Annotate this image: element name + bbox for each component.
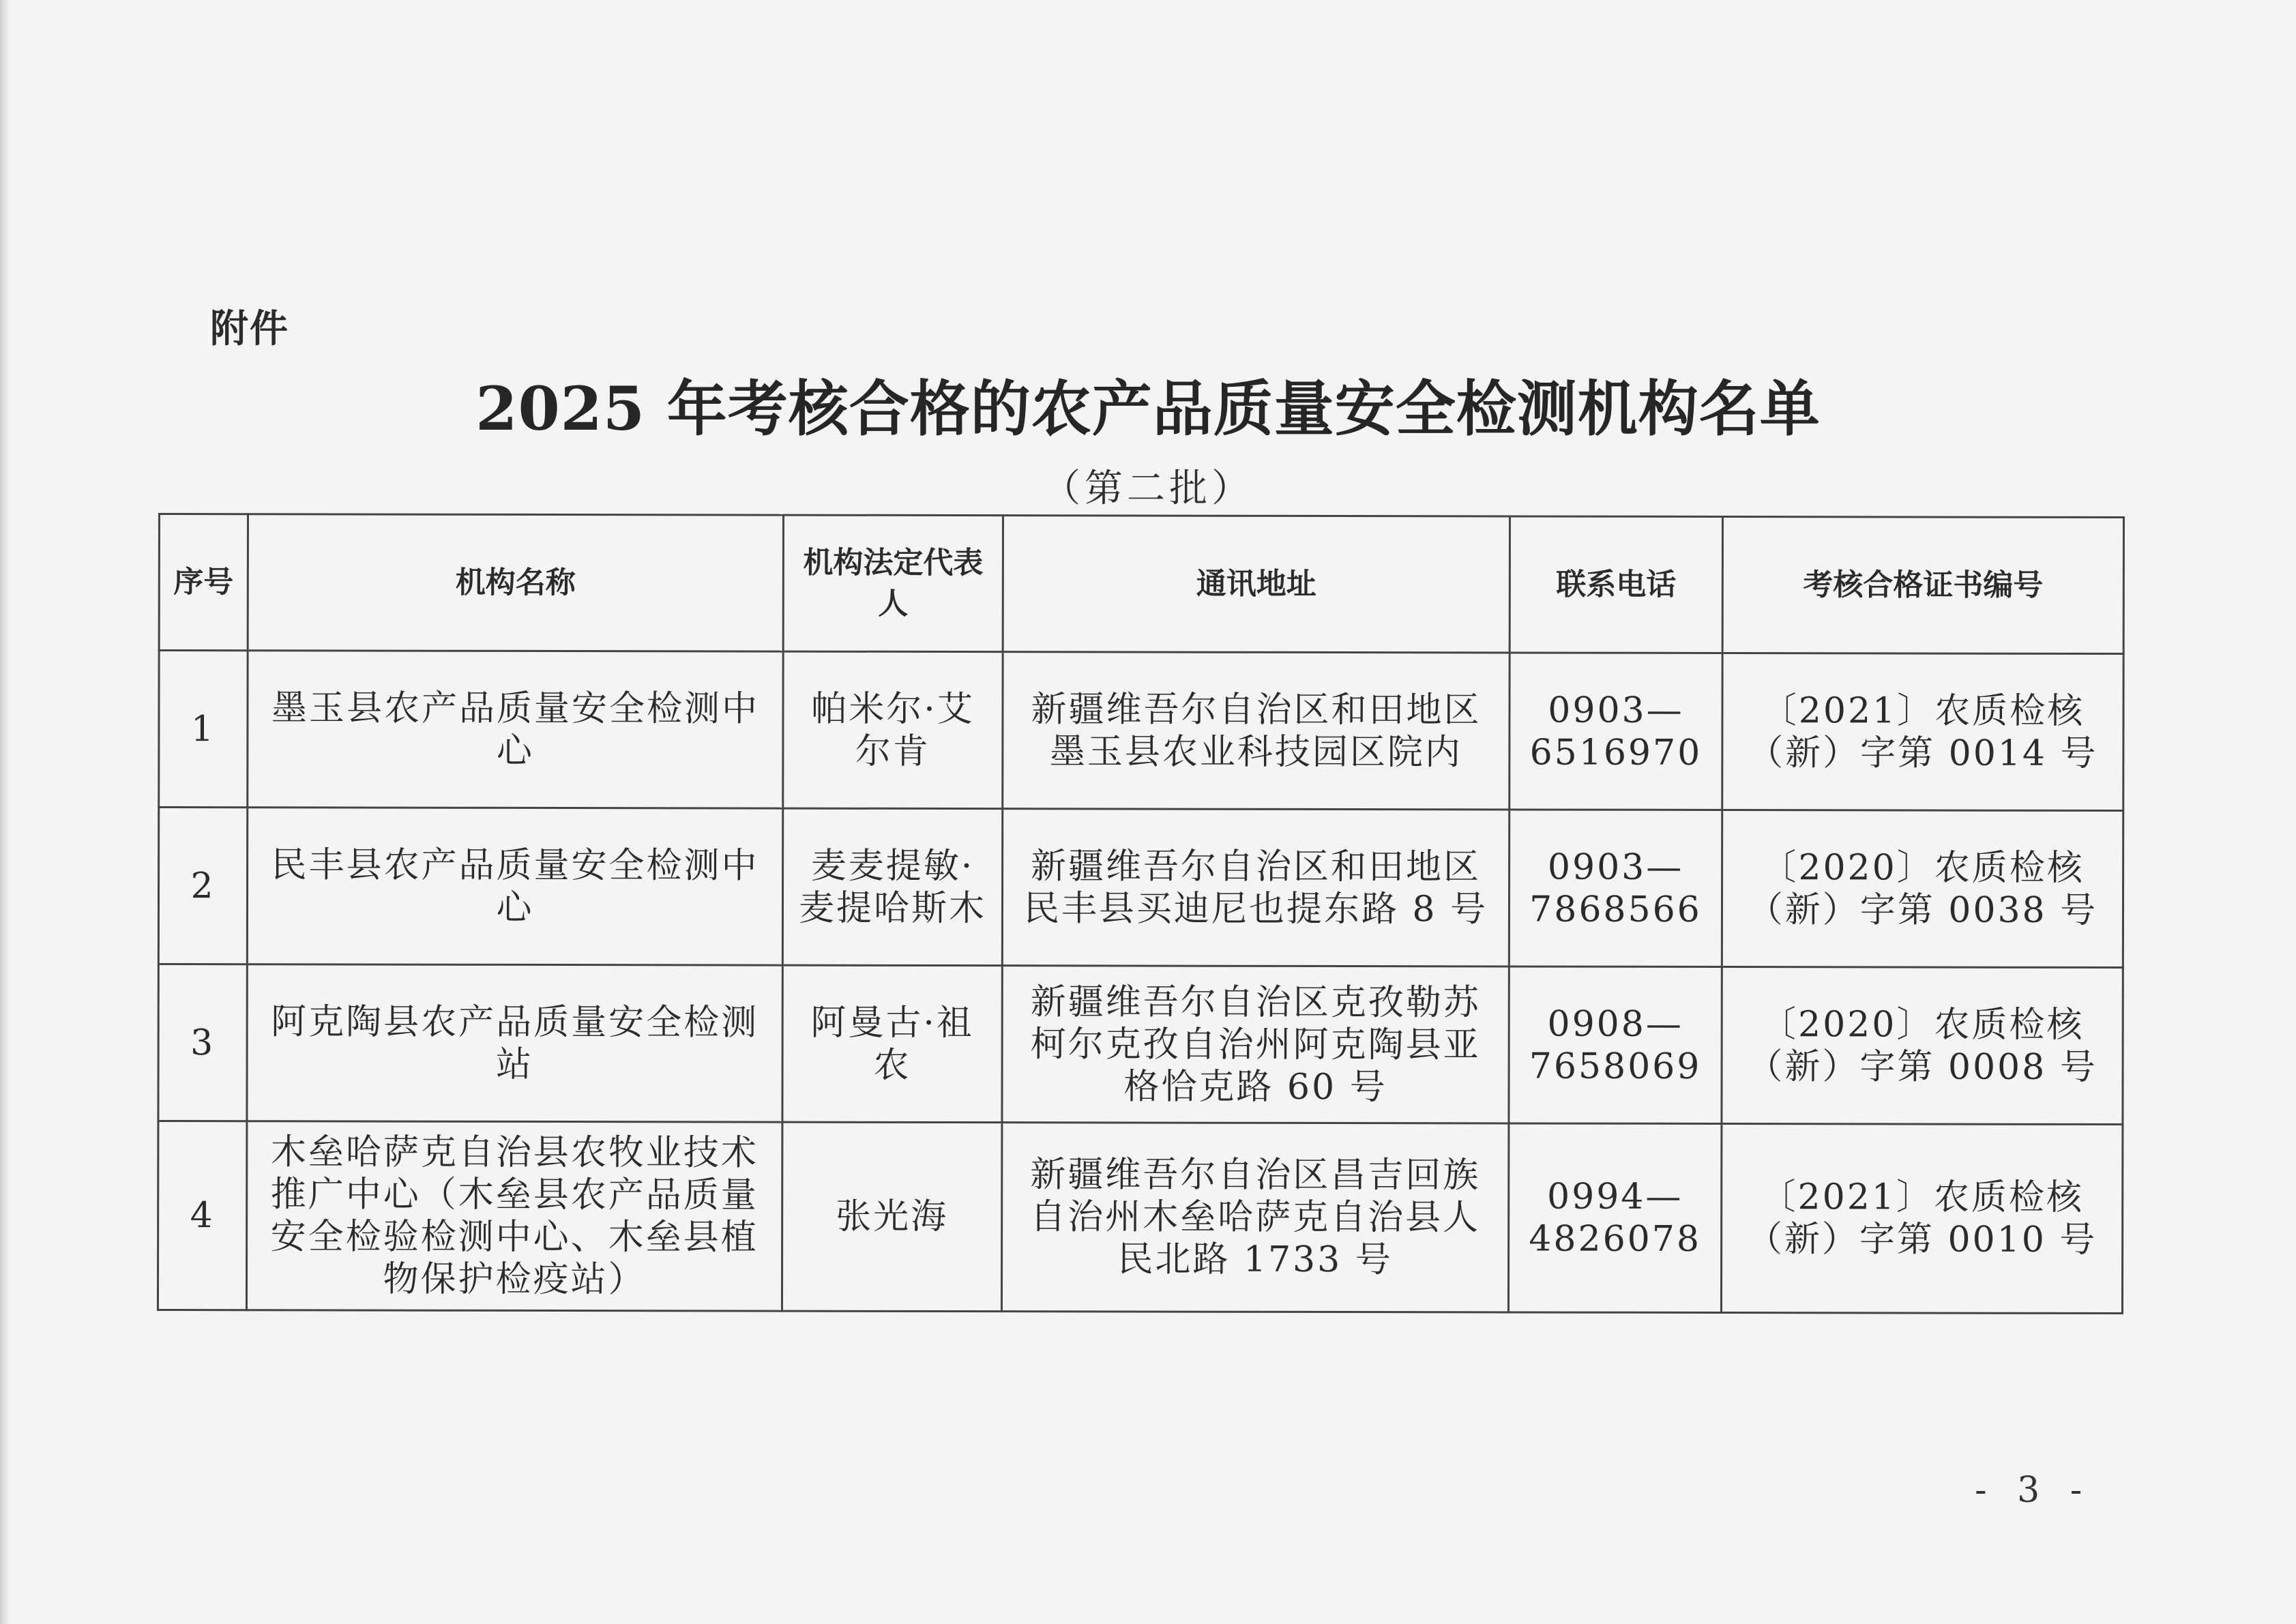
document-subtitle: （第二批） [1042, 467, 1254, 511]
certificate-number: 〔2020〕农质检核（新）字第 0038 号 [1722, 810, 2123, 968]
legal-representative: 阿曼古·祖农 [782, 965, 1002, 1123]
mailing-address: 新疆维吾尔自治区昌吉回族自治州木垒哈萨克自治县人民北路 1733 号 [1001, 1123, 1508, 1312]
contact-phone: 0908—7658069 [1509, 966, 1722, 1124]
header-legal-rep: 机构法定代表人 [783, 515, 1003, 652]
certificate-number: 〔2021〕农质检核（新）字第 0014 号 [1722, 653, 2123, 811]
table-row [159, 651, 2123, 811]
institution-table [157, 513, 2125, 1314]
row-index: 4 [158, 1121, 246, 1310]
legal-representative: 麦麦提敏·麦提哈斯木 [782, 808, 1002, 966]
contact-phone: 0994—4826078 [1508, 1123, 1721, 1313]
institution-name: 木垒哈萨克自治县农牧业技术推广中心（木垒县农产品质量安全检验检测中心、木垒县植物保护检疫站） [246, 1121, 782, 1311]
certificate-number: 〔2021〕农质检核（新）字第 0010 号 [1721, 1124, 2122, 1314]
header-name: 机构名称 [248, 514, 783, 651]
legal-representative: 张光海 [782, 1122, 1001, 1312]
document-title: 2025 年考核合格的农产品质量安全检测机构名单 [475, 373, 1821, 444]
row-index: 3 [158, 964, 247, 1121]
header-certificate: 考核合格证书编号 [1722, 517, 2123, 654]
contact-phone: 0903—6516970 [1510, 653, 1722, 810]
institution-name: 阿克陶县农产品质量安全检测站 [247, 964, 782, 1122]
table-row [158, 1121, 2122, 1314]
header-address: 通讯地址 [1003, 516, 1510, 653]
institution-name: 墨玉县农产品质量安全检测中心 [248, 651, 783, 808]
table-row [158, 808, 2123, 968]
page-number: - 3 - [1975, 1470, 2092, 1511]
table-row [158, 964, 2123, 1125]
mailing-address: 新疆维吾尔自治区和田地区墨玉县农业科技园区院内 [1003, 652, 1510, 810]
mailing-address: 新疆维吾尔自治区克孜勒苏柯尔克孜自治州阿克陶县亚格恰克路 60 号 [1002, 966, 1509, 1123]
header-phone: 联系电话 [1510, 516, 1722, 653]
legal-representative: 帕米尔·艾尔肯 [783, 651, 1003, 809]
row-index: 2 [158, 808, 247, 964]
attachment-label: 附件 [210, 307, 289, 351]
table-header-row [159, 514, 2123, 654]
scan-edge [0, 0, 10, 1624]
contact-phone: 0903—7868566 [1509, 810, 1722, 967]
institution-name: 民丰县农产品质量安全检测中心 [247, 808, 782, 965]
row-index: 1 [159, 651, 248, 808]
mailing-address: 新疆维吾尔自治区和田地区民丰县买迪尼也提东路 8 号 [1002, 809, 1509, 966]
header-index: 序号 [159, 514, 248, 651]
certificate-number: 〔2020〕农质检核（新）字第 0008 号 [1722, 967, 2123, 1125]
